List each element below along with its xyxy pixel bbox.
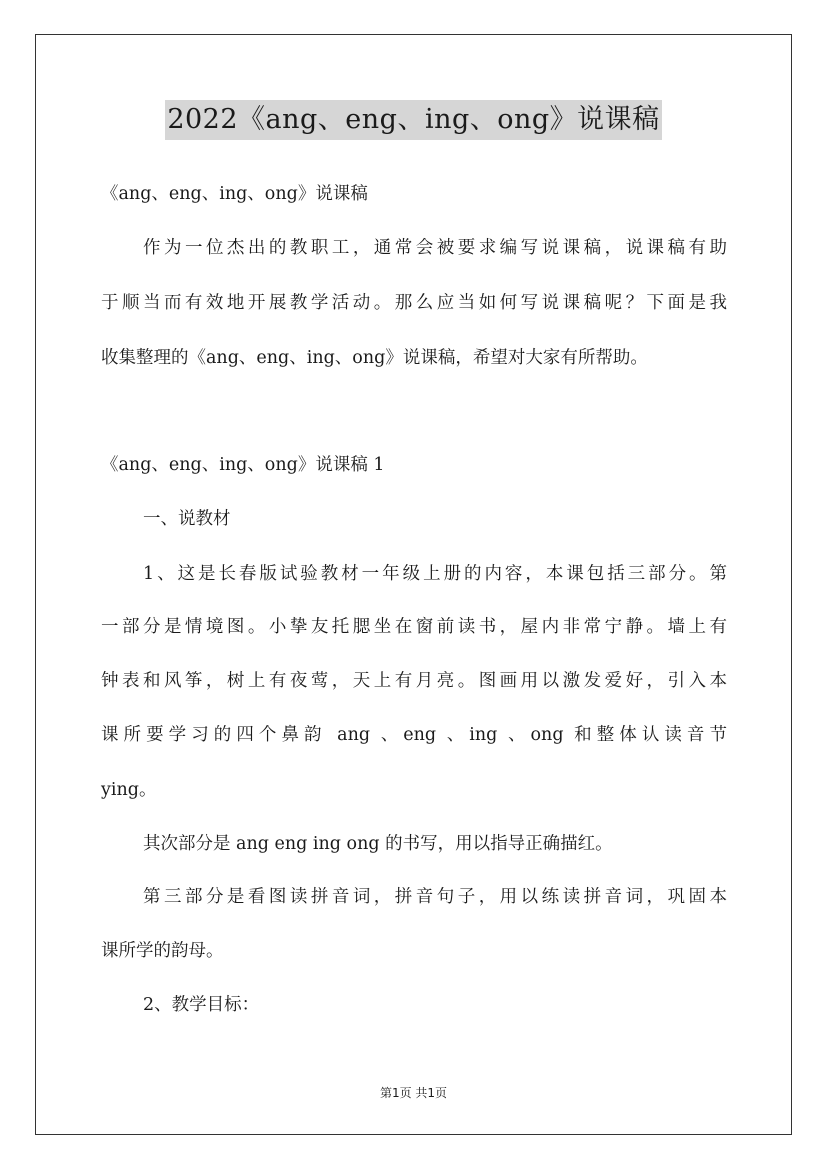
para-1-line-4: 课所要学习的四个鼻韵 ang 、eng 、ing 、ong 和整体认读音节	[101, 725, 727, 745]
para-3-line-2: 课所学的韵母。	[101, 941, 224, 961]
para-2: 其次部分是 ang eng ing ong 的书写，用以指导正确描红。	[143, 834, 613, 854]
para-3-line-1: 第三部分是看图读拼音词，拼音句子，用以练读拼音词，巩固本	[143, 887, 727, 907]
section-title: 《ang、eng、ing、ong》说课稿 1	[101, 455, 385, 475]
para-1-line-5: ying。	[101, 780, 157, 800]
subtitle: 《ang、eng、ing、ong》说课稿	[101, 184, 368, 204]
intro-line-1: 作为一位杰出的教职工，通常会被要求编写说课稿，说课稿有助	[143, 238, 727, 258]
heading-teaching-material: 一、说教材	[143, 509, 231, 529]
intro-line-3: 收集整理的《ang、eng、ing、ong》说课稿，希望对大家有所帮助。	[101, 348, 648, 368]
para-1-line-2: 一部分是情境图。小挚友托腮坐在窗前读书，屋内非常宁静。墙上有	[101, 617, 727, 637]
heading-teaching-goals: 2、教学目标：	[143, 995, 260, 1015]
page-footer: 第1页 共1页	[379, 1086, 448, 1100]
intro-line-2: 于顺当而有效地开展教学活动。那么应当如何写说课稿呢？下面是我	[101, 293, 727, 313]
title-container	[0, 100, 827, 140]
para-1-line-1: 1、这是长春版试验教材一年级上册的内容，本课包括三部分。第	[143, 564, 727, 584]
para-1-line-3: 钟表和风筝，树上有夜莺，天上有月亮。图画用以激发爱好，引入本	[101, 671, 727, 691]
document-title: 2022《ang、eng、ing、ong》说课稿	[165, 100, 661, 140]
